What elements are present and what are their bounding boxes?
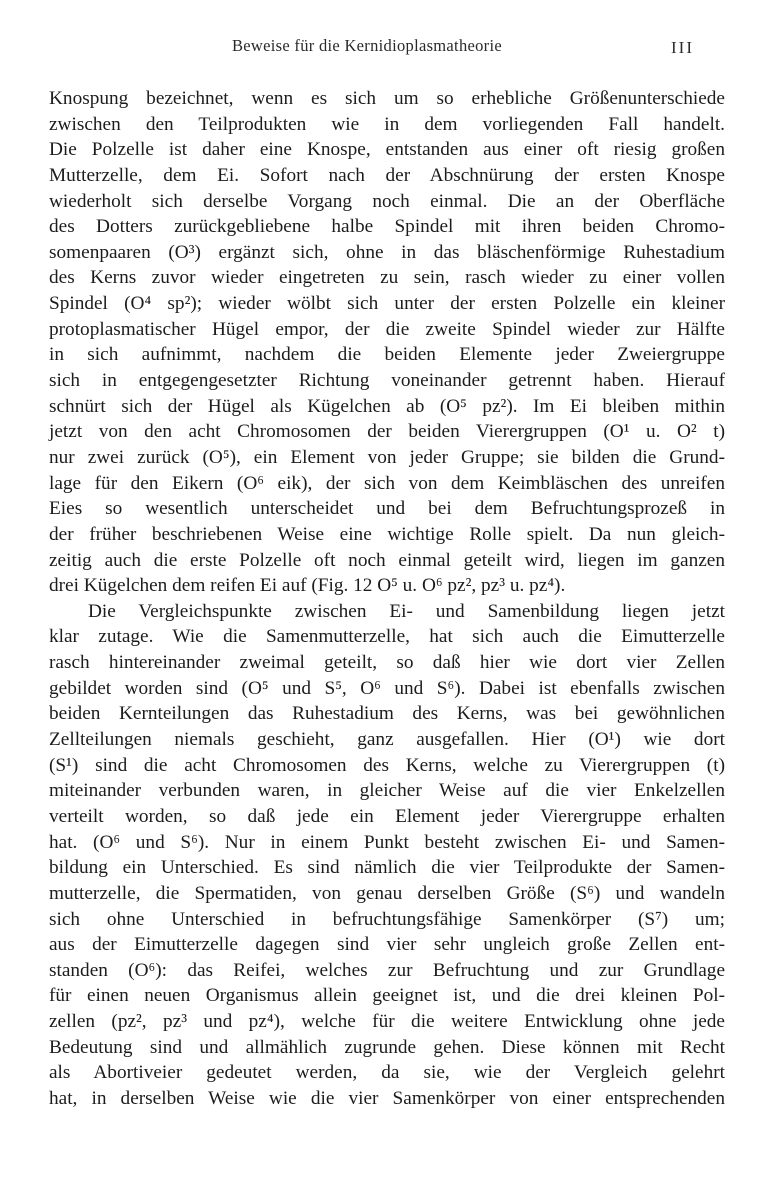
text-line: somenpaaren (O³) ergänzt sich, ohne in das bläschenförmige Ruhestadium — [49, 241, 725, 263]
text-line: standen (O⁶): das Reifei, welches zur Befruchtung und zur Grundlage — [49, 959, 725, 981]
text-line: (S¹) sind die acht Chromosomen des Kerns, welche zu Vierergruppen (t) — [49, 754, 725, 776]
text-line: sich ohne Unterschied in befruchtungsfähige Samenkörper (S⁷) um; — [49, 908, 725, 930]
page-number: III — [671, 38, 694, 57]
text-line: Zellteilungen niemals geschieht, ganz ausgefallen. Hier (O¹) wie dort — [49, 729, 725, 751]
text-line-paragraph-start: Die Vergleichspunkte zwischen Ei- und Samenbildung liegen jetzt — [88, 600, 725, 622]
text-line: aus der Eimutterzelle dagegen sind vier sehr ungleich große Zellen ent- — [49, 934, 725, 956]
text-line: lage für den Eikern (O⁶ eik), der sich von dem Keimbläschen des unreifen — [49, 472, 725, 494]
text-line: verteilt worden, so daß jede ein Element jeder Vierergruppe erhalten — [49, 805, 725, 827]
text-line: in sich aufnimmt, nachdem die beiden Elemente jeder Zweiergruppe — [49, 344, 725, 366]
text-line: jetzt von den acht Chromosomen der beiden Vierergruppen (O¹ u. O² t) — [49, 421, 725, 443]
text-line: gebildet worden sind (O⁵ und S⁵, O⁶ und S⁶). Dabei ist ebenfalls zwischen — [49, 677, 725, 699]
text-line: Spindel (O⁴ sp²); wieder wölbt sich unter der ersten Polzelle ein kleiner — [49, 293, 725, 315]
body-text — [49, 86, 725, 1112]
text-line: rasch hintereinander zweimal geteilt, so daß hier wie dort vier Zellen — [49, 652, 725, 674]
running-header — [0, 34, 765, 58]
text-line: klar zutage. Wie die Samenmutterzelle, hat sich auch die Eimutterzelle — [49, 626, 725, 648]
text-line: schnürt sich der Hügel als Kügelchen ab (O⁵ pz²). Im Ei bleiben mithin — [49, 395, 725, 417]
text-line: sich in entgegengesetzter Richtung voneinander getrennt haben. Hierauf — [49, 370, 725, 392]
text-line: nur zwei zurück (O⁵), ein Element von jeder Gruppe; sie bilden die Grund- — [49, 446, 725, 468]
text-line: der früher beschriebenen Weise eine wichtige Rolle spielt. Da nun gleich- — [49, 523, 725, 545]
text-line: bildung ein Unterschied. Es sind nämlich die vier Teilprodukte der Samen- — [49, 857, 725, 879]
text-line: für einen neuen Organismus allein geeignet ist, und die drei kleinen Pol- — [49, 985, 725, 1007]
text-line: mutterzelle, die Spermatiden, von genau derselben Größe (S⁶) und wandeln — [49, 882, 725, 904]
text-line: wiederholt sich derselbe Vorgang noch einmal. Die an der Oberfläche — [49, 190, 725, 212]
text-line: zellen (pz², pz³ und pz⁴), welche für die weitere Entwicklung ohne jede — [49, 1011, 725, 1033]
text-line: zeitig auch die erste Polzelle oft noch einmal geteilt wird, liegen im ganzen — [49, 549, 725, 571]
text-line: Bedeutung sind und allmählich zugrunde gehen. Diese können mit Recht — [49, 1036, 725, 1058]
text-line: Mutterzelle, dem Ei. Sofort nach der Abschnürung der ersten Knospe — [49, 164, 725, 186]
text-line: Knospung bezeichnet, wenn es sich um so erhebliche Größenunterschiede — [49, 88, 725, 109]
text-line: beiden Kernteilungen das Ruhestadium des Kerns, was bei gewöhnlichen — [49, 703, 725, 725]
text-line: protoplasmatischer Hügel empor, der die zweite Spindel wieder zur Hälfte — [49, 318, 725, 340]
text-line-paragraph-end: drei Kügelchen dem reifen Ei auf (Fig. 12 O⁵ u. O⁶ pz², pz³ u. pz⁴). — [49, 575, 566, 597]
text-line: zwischen den Teilprodukten wie in dem vorliegenden Fall handelt. — [49, 113, 725, 135]
text-line: Die Polzelle ist daher eine Knospe, entstanden aus einer oft riesig großen — [49, 139, 725, 161]
text-line: hat, in derselben Weise wie die vier Samenkörper von einer entsprechenden — [49, 1087, 725, 1109]
text-line: des Dotters zurückgebliebene halbe Spindel mit ihren beiden Chromo- — [49, 216, 725, 238]
text-line: miteinander verbunden waren, in gleicher Weise auf die vier Enkelzellen — [49, 780, 725, 802]
text-line: als Abortiveier gedeutet werden, da sie, wie der Vergleich gelehrt — [49, 1062, 725, 1084]
text-line: des Kerns zuvor wieder eingetreten zu sein, rasch wieder zu einer vollen — [49, 267, 725, 289]
running-title: Beweise für die Kernidioplasmatheorie — [232, 36, 502, 55]
text-line: hat. (O⁶ und S⁶). Nur in einem Punkt besteht zwischen Ei- und Samen- — [49, 831, 725, 853]
text-line: Eies so wesentlich unterscheidet und bei dem Befruchtungsprozeß in — [49, 498, 725, 520]
